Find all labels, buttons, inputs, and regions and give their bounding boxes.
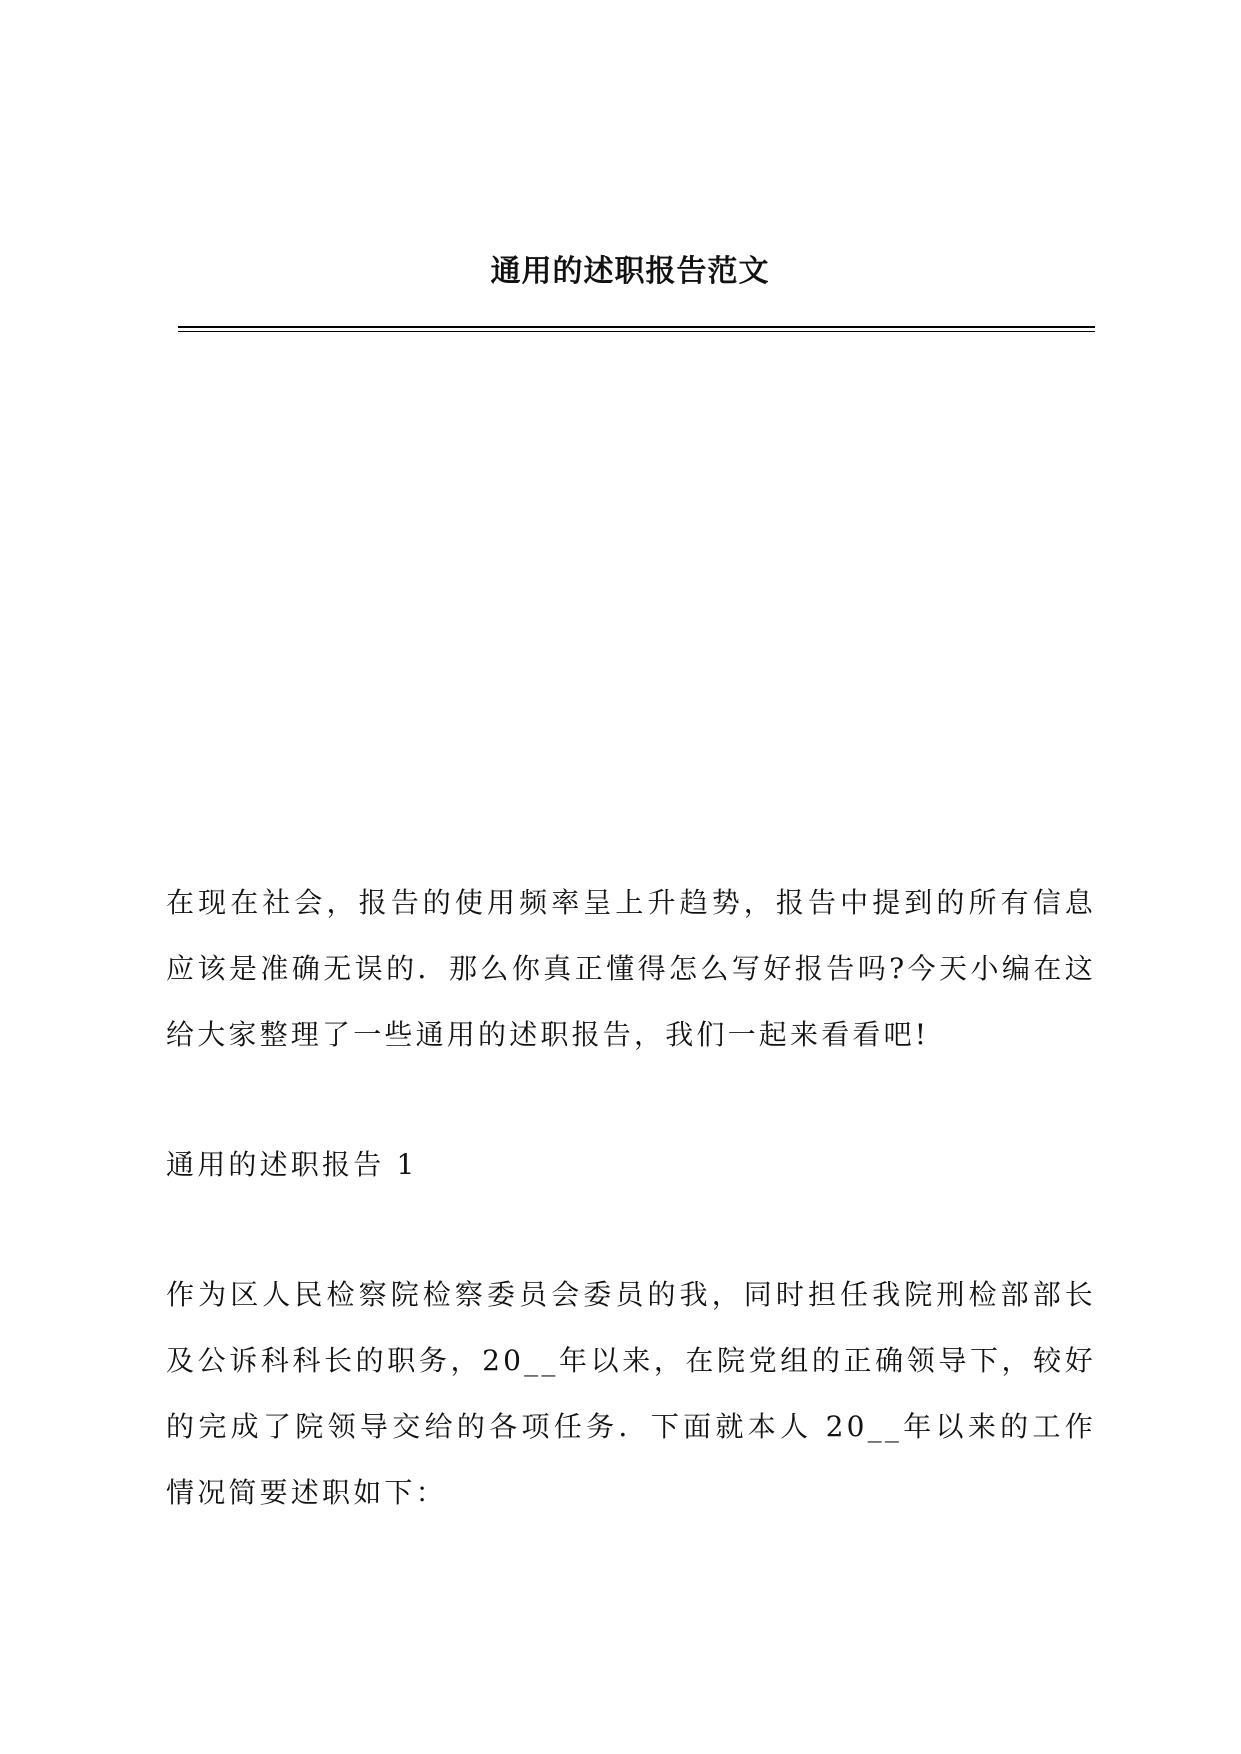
document-body xyxy=(166,870,1096,1590)
section-paragraph: 作为区人民检察院检察委员会委员的我，同时担任我院刑检部部长及公诉科科长的职务，20__年以来，在院党组的正确领导下，较好的完成了院领导交给的各项任务．下面就本人 20__年以来的工作情况简要述职如下： xyxy=(166,1278,1096,1509)
document-title: 通用的述职报告范文 xyxy=(490,254,770,289)
intro-paragraph: 在现在社会，报告的使用频率呈上升趋势，报告中提到的所有信息应该是准确无误的．那么你真正懂得怎么写好报告吗?今天小编在这给大家整理了一些通用的述职报告，我们一起来看看吧! xyxy=(166,886,1096,1051)
title-divider-thin xyxy=(178,331,1095,332)
title-divider xyxy=(178,326,1095,328)
section-heading: 通用的述职报告 1 xyxy=(166,1148,418,1181)
